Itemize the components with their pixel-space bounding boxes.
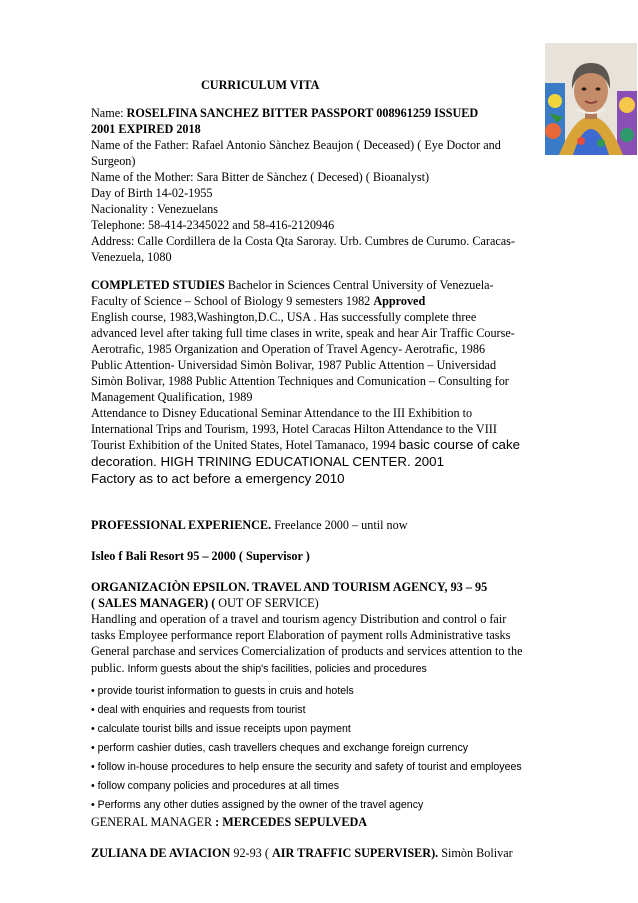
zuliana-line: ZULIANA DE AVIACION 92-93 ( AIR TRAFFIC SUPERVISER). Simòn Bolivar (91, 846, 513, 860)
father-line-2: Surgeon) (91, 154, 136, 168)
studies-line-4: advanced level after taking full time clases in write, speak and hear Air Traffic Course- (91, 326, 515, 340)
studies-line-1: COMPLETED STUDIES Bachelor in Sciences Central University of Venezuela- (91, 278, 494, 292)
nationality-line: Nacionality : Venezuelans (91, 202, 219, 216)
studies-line-11: Tourist Exhibition of the United States, Hotel Tamanaco, 1994 basic course of cake (91, 437, 520, 452)
studies-line-6: Public Attention- Universidad Simòn Bolivar, 1987 Public Attention – Universidad (91, 358, 497, 372)
studies-line-2: Faculty of Science – School of Biology 9 semesters 1982 Approved (91, 294, 426, 308)
isleo-line: Isleo f Bali Resort 95 – 2000 ( Supervisor ) (91, 549, 310, 563)
studies-line-5: Aerotrafic, 1985 Organization and Operation of Travel Agency- Aerotrafic, 1986 (91, 342, 486, 356)
duty-list-item: • calculate tourist bills and issue receipts upon payment (91, 723, 351, 735)
experience-heading-line: PROFESSIONAL EXPERIENCE. Freelance 2000 – until now (91, 518, 408, 532)
studies-line-12: decoration. HIGH TRINING EDUCATIONAL CENTER. 2001 (91, 454, 444, 469)
studies-heading: COMPLETED STUDIES (91, 278, 225, 292)
telephone-line: Telephone: 58-414-2345022 and 58-416-2120946 (91, 218, 335, 232)
name-line-2: 2001 EXPIRED 2018 (91, 122, 201, 136)
studies-line-7: Simòn Bolivar, 1988 Public Attention Techniques and Comunication – Consulting for (91, 374, 509, 388)
epsilon-desc-3: General parchase and services Comercialization of products and services attention to the (91, 644, 523, 658)
duty-list-item: • provide tourist information to guests in cruis and hotels (91, 685, 354, 697)
father-line: Name of the Father: Rafael Antonio Sànchez Beaujon ( Deceased) ( Eye Doctor and (91, 138, 501, 152)
duty-list-item: • follow in-house procedures to help ensure the security and safety of tourist and employees (91, 761, 522, 773)
duty-list-item: • Performs any other duties assigned by the owner of the travel agency (91, 799, 424, 811)
epsilon-desc-1: Handling and operation of a travel and tourism agency Distribution and control o fair (91, 612, 507, 626)
studies-line-8: Management Qualification, 1989 (91, 390, 253, 404)
general-manager-line: GENERAL MANAGER : MERCEDES SEPULVEDA (91, 815, 368, 829)
experience-heading: PROFESSIONAL EXPERIENCE. (91, 518, 272, 532)
epsilon-line-2: ( SALES MANAGER) ( OUT OF SERVICE) (91, 596, 319, 610)
name-line: Name: ROSELFINA SANCHEZ BITTER PASSPORT 008961259 ISSUED (91, 106, 479, 120)
epsilon-desc-4: public. Inform guests about the ship's facilities, policies and procedures (91, 661, 427, 675)
studies-line-9: Attendance to Disney Educational Seminar Attendance to the III Exhibition to (91, 406, 473, 420)
mother-line: Name of the Mother: Sara Bitter de Sànchez ( Decesed) ( Bioanalyst) (91, 170, 430, 184)
duty-list-item: • follow company policies and procedures at all times (91, 780, 340, 792)
studies-line-13: Factory as to act before a emergency 2010 (91, 471, 345, 486)
profile-photo (545, 43, 637, 155)
epsilon-line-1: ORGANIZACIÒN EPSILON. TRAVEL AND TOURISM AGENCY, 93 – 95 (91, 580, 488, 594)
epsilon-desc-2: tasks Employee performance report Elaboration of payment rolls Administrative tasks (91, 628, 511, 642)
address-line: Address: Calle Cordillera de la Costa Qta Saroray. Urb. Cumbres de Curumo. Caracas- (91, 234, 515, 248)
address-line-2: Venezuela, 1080 (91, 250, 172, 264)
studies-line-3: English course, 1983,Washington,D.C., USA . Has successfully complete three (91, 310, 477, 324)
duty-list-item: • perform cashier duties, cash travellers cheques and exchange foreign currency (91, 742, 469, 754)
duty-list-item: • deal with enquiries and requests from tourist (91, 704, 306, 716)
studies-line-10: International Trips and Tourism, 1993, Hotel Caracas Hilton Attendance to the VIII (91, 422, 497, 436)
document-title: CURRICULUM VITA (201, 78, 320, 92)
birth-line: Day of Birth 14-02-1955 (91, 186, 213, 200)
